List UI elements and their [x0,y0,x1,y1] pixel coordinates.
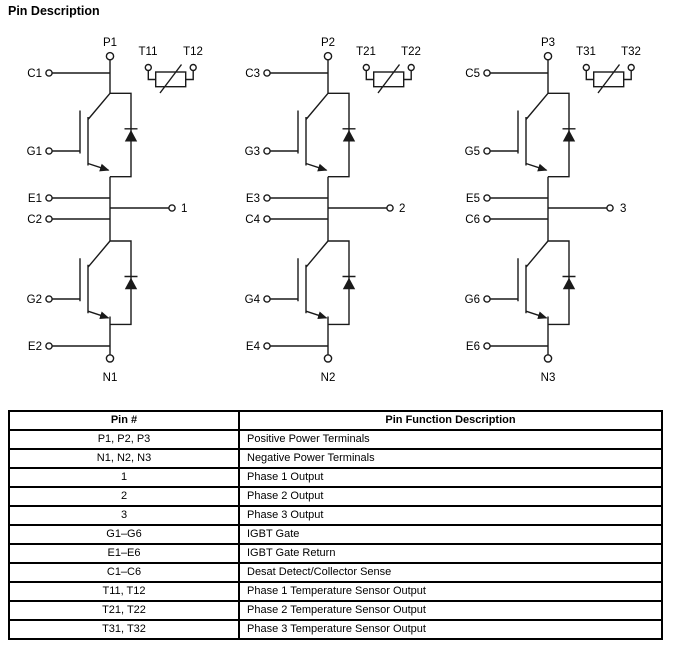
table-row [9,430,662,449]
label-e-top: E1 [27,193,42,205]
pin-function-table [8,410,663,640]
description-cell: Positive Power Terminals [239,430,662,449]
table-row [9,506,662,525]
pin-cell: P1, P2, P3 [9,430,239,449]
label-g-bot: G2 [26,294,42,306]
pin-cell: 2 [9,487,239,506]
label-e-bot: E4 [245,341,260,353]
table-row [9,468,662,487]
label-c-top: C5 [465,68,480,80]
pin-cell: T11, T12 [9,582,239,601]
label-t-right: T32 [621,46,641,58]
phase1-leg [46,53,196,362]
description-cell: Phase 3 Temperature Sensor Output [239,620,662,639]
table-row [9,620,662,639]
page-title: Pin Description [8,4,100,18]
table-header-row [9,411,662,430]
pin-cell: T21, T22 [9,601,239,620]
pin-cell: C1–C6 [9,563,239,582]
label-c-bot: C6 [465,214,480,226]
label-e-top: E5 [465,193,480,205]
table-row [9,563,662,582]
label-e-top: E3 [245,193,260,205]
description-cell: Negative Power Terminals [239,449,662,468]
label-c-top: C3 [245,68,260,80]
label-p: P2 [320,37,336,49]
phase3-leg [484,53,634,362]
col-header-description: Pin Function Description [239,411,662,430]
table-row [9,449,662,468]
label-e-bot: E6 [465,341,480,353]
label-n: N2 [320,372,336,384]
pin-cell: N1, N2, N3 [9,449,239,468]
description-cell: Phase 1 Temperature Sensor Output [239,582,662,601]
label-p: P3 [540,37,556,49]
label-g-top: G3 [244,146,260,158]
label-c-top: C1 [27,68,42,80]
label-c-bot: C2 [27,214,42,226]
description-cell: IGBT Gate [239,525,662,544]
description-cell: Phase 2 Temperature Sensor Output [239,601,662,620]
label-output: 3 [620,203,627,215]
pin-cell: T31, T32 [9,620,239,639]
label-t-left: T11 [138,46,158,58]
phase3-labels [465,37,641,384]
label-t-left: T31 [576,46,596,58]
description-cell: Phase 3 Output [239,506,662,525]
label-output: 1 [181,203,188,215]
label-g-top: G1 [26,146,42,158]
table-row [9,601,662,620]
label-p: P1 [102,37,118,49]
label-n: N3 [540,372,556,384]
phase2-labels [245,37,421,384]
label-g-bot: G6 [464,294,480,306]
label-n: N1 [102,372,118,384]
phase1-labels [27,37,203,384]
table-row [9,525,662,544]
label-output: 2 [399,203,406,215]
label-t-right: T22 [401,46,421,58]
description-cell: Phase 2 Output [239,487,662,506]
description-cell: IGBT Gate Return [239,544,662,563]
label-g-bot: G4 [244,294,260,306]
description-cell: Desat Detect/Collector Sense [239,563,662,582]
label-g-top: G5 [464,146,480,158]
description-cell: Phase 1 Output [239,468,662,487]
table-row [9,487,662,506]
phase2-leg [264,53,414,362]
pin-cell: E1–E6 [9,544,239,563]
table-row [9,582,662,601]
label-e-bot: E2 [27,341,42,353]
label-t-right: T12 [183,46,203,58]
table-row [9,544,662,563]
pin-cell: G1–G6 [9,525,239,544]
pin-cell: 3 [9,506,239,525]
label-t-left: T21 [356,46,376,58]
pin-cell: 1 [9,468,239,487]
label-c-bot: C4 [245,214,260,226]
col-header-pin: Pin # [9,411,239,430]
